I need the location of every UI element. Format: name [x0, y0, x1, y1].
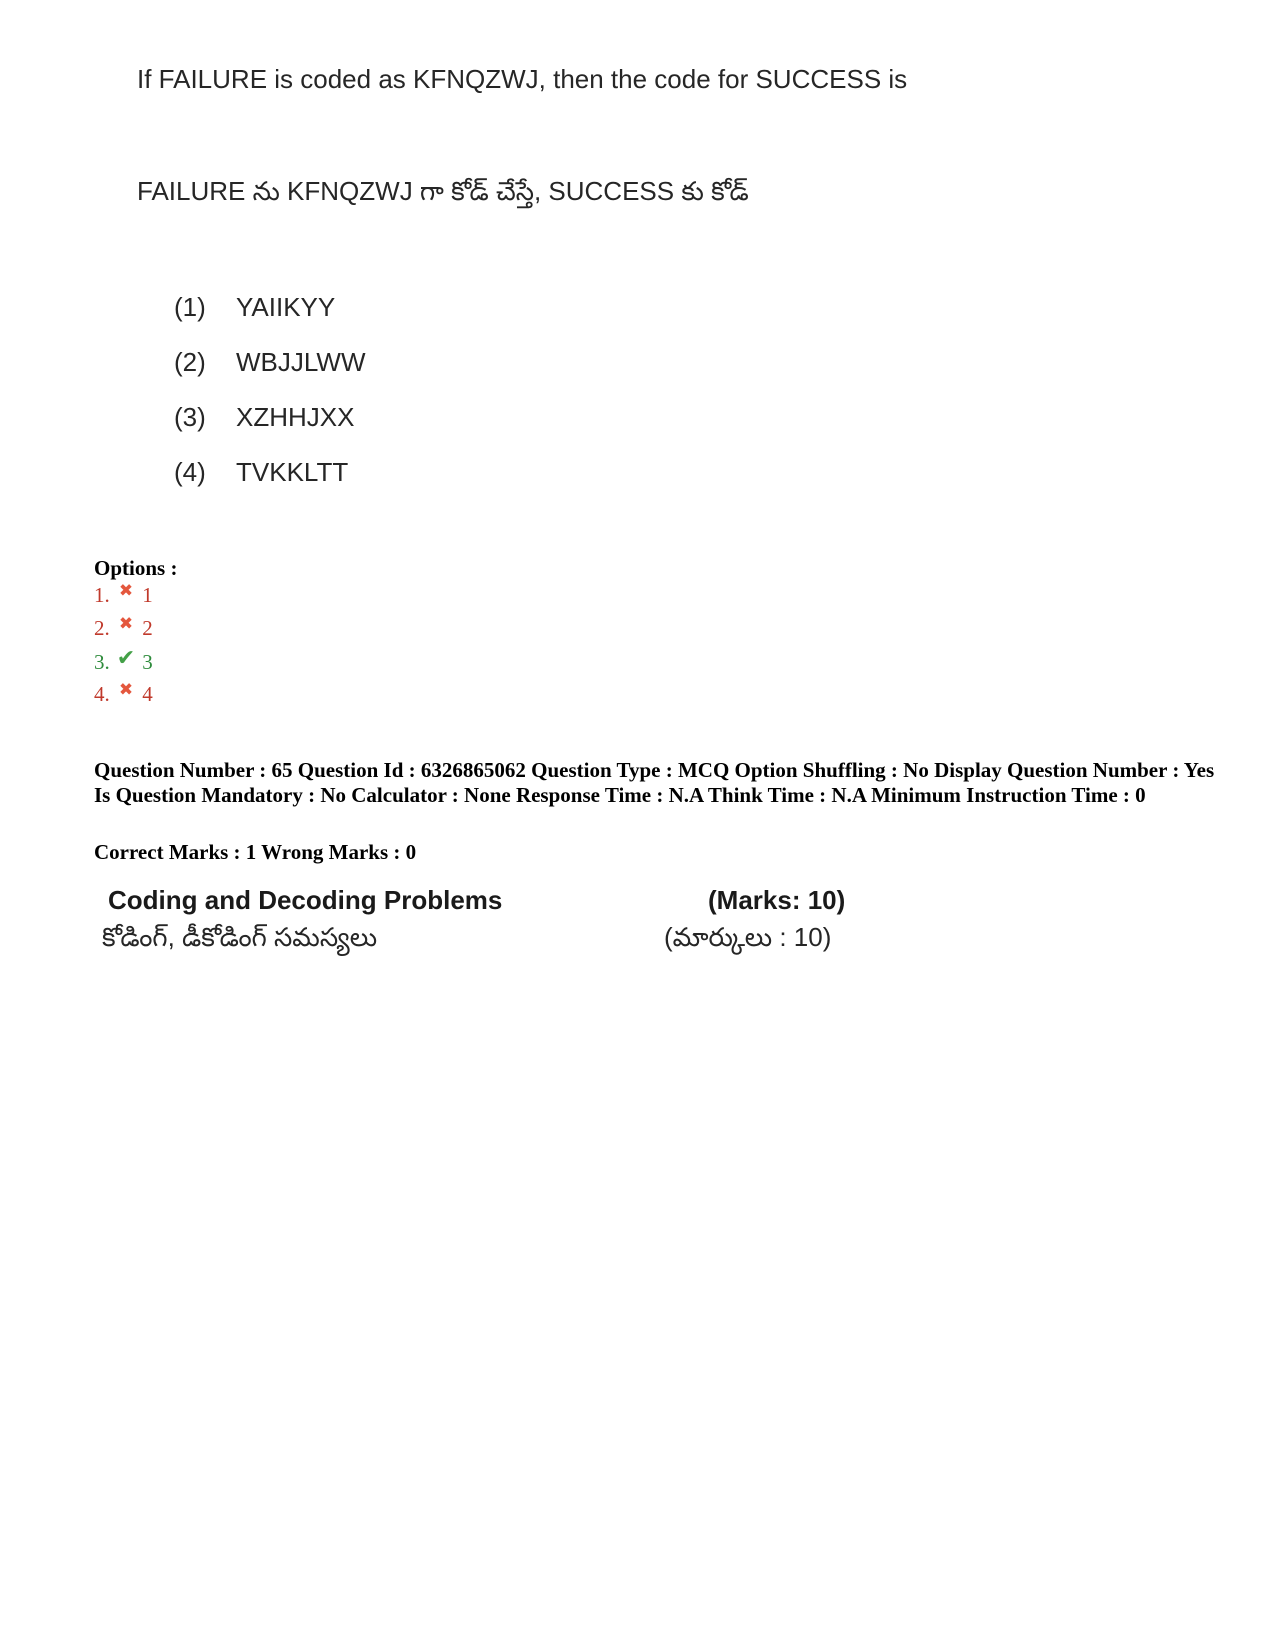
choice-3	[174, 402, 354, 436]
option-2	[94, 616, 153, 642]
choice-1	[174, 292, 335, 326]
choice-text: YAIIKYY	[236, 292, 336, 322]
choice-text: XZHHJXX	[236, 402, 355, 432]
choice-4	[174, 457, 348, 491]
choice-number: (4)	[174, 457, 206, 487]
cross-icon: ✖	[118, 614, 134, 633]
section-title-telugu: కోడింగ్, డీకోడింగ్ సమస్యలు	[102, 922, 378, 952]
choice-2	[174, 347, 366, 381]
section-title-english: Coding and Decoding Problems	[108, 885, 503, 915]
choice-text: TVKKLTT	[236, 457, 349, 487]
question-text-english: If FAILURE is coded as KFNQZWJ, then the code for SUCCESS is	[137, 64, 908, 94]
option-index: 2.	[94, 616, 110, 640]
option-4	[94, 682, 153, 708]
option-index: 4.	[94, 682, 110, 706]
option-index: 3.	[94, 650, 110, 674]
option-value: 2	[142, 616, 153, 640]
option-value: 4	[142, 682, 153, 706]
question-text-telugu: FAILURE ను KFNQZWJ గా కోడ్ చేస్తే, SUCCESS కు కోడ్	[137, 176, 749, 206]
option-value: 3	[142, 650, 153, 674]
section-marks-english: (Marks: 10)	[708, 885, 846, 915]
question-metadata: Question Number : 65 Question Id : 6326865062 Question Type : MCQ Option Shuffling : No Display Question Number : Yes Is Question Mandatory : No Calculator : None Response Time : N.A Think Time : N.A Minimum Instruction Time : 0	[94, 758, 1215, 807]
cross-icon: ✖	[118, 581, 134, 600]
option-3	[94, 645, 153, 675]
choice-number: (2)	[174, 347, 206, 377]
cross-icon: ✖	[118, 680, 134, 699]
choice-number: (1)	[174, 292, 206, 322]
option-index: 1.	[94, 583, 110, 607]
choice-number: (3)	[174, 402, 206, 432]
check-icon: ✔	[116, 645, 136, 670]
marks-info: Correct Marks : 1 Wrong Marks : 0	[94, 840, 417, 864]
choice-text: WBJJLWW	[236, 347, 366, 377]
options-label: Options :	[94, 556, 178, 580]
option-1	[94, 583, 153, 609]
section-marks-telugu: (మార్కులు : 10)	[664, 922, 832, 952]
option-value: 1	[142, 583, 153, 607]
